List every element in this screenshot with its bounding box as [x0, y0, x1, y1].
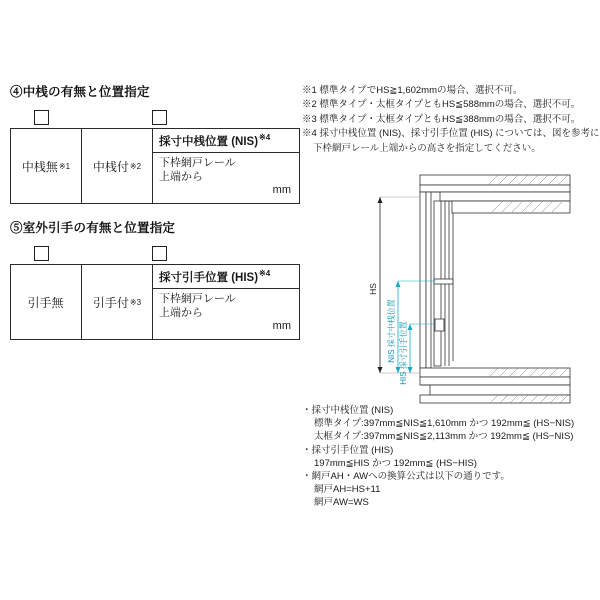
bottom-note-1: ・採寸中桟位置 (NIS): [302, 405, 394, 416]
left-column: [10, 82, 300, 340]
bottom-note-2: 標準タイプ:397mm≦NIS≦1,610mm かつ 192mm≦ (HS−NIS): [314, 418, 575, 430]
bottom-note-6: ・網戸AH・AWへの換算公式は以下の通りです。: [302, 471, 510, 483]
note-4: ※4 採寸中桟位置 (NIS)、採寸引手位置 (HIS) については、図を参考に: [302, 128, 600, 140]
bottom-note-3: 太框タイプ:397mm≦NIS≦2,113mm かつ 192mm≦ (HS−NIS): [314, 431, 574, 443]
checkbox-row-hikite: [10, 242, 300, 264]
checkbox-hikite-with[interactable]: [152, 246, 167, 261]
panel-his-title-text: 採寸引手位置 (HIS): [159, 272, 259, 284]
panel-nis-title-text: 採寸中桟位置 (NIS): [159, 136, 259, 148]
cell-nakagomi-none: [11, 129, 82, 203]
diagram-label-hs: HS: [368, 283, 378, 295]
bottom-note-8: 網戸AW=WS: [314, 497, 369, 509]
section-heading-hikite: ⑤室外引手の有無と位置指定: [10, 221, 176, 235]
note-5: [302, 142, 594, 155]
panel-his-unit: mm: [272, 320, 291, 332]
checkbox-nakagomi-with[interactable]: [152, 110, 167, 125]
diagram-label-his: HIS 採寸引手位置: [399, 321, 408, 385]
panel-his: [153, 265, 299, 339]
panel-his-line1: 下枠網戸レール: [159, 293, 236, 305]
cell-nakagomi-with: [82, 129, 153, 203]
note-5-text: 下枠網戸レール上端からの高さを指定してください。: [313, 142, 541, 154]
right-column: [302, 84, 600, 411]
panel-nis-line2: 上端から: [159, 171, 203, 183]
panel-his-body: [153, 289, 299, 336]
diagram-section-drawing: [302, 161, 594, 411]
panel-nis: [153, 129, 299, 203]
bottom-note-7: 網戸AH=HS+11: [314, 484, 381, 496]
bottom-note-5: 197mm≦HIS かつ 192mm≦ (HS−HIS): [314, 457, 477, 469]
table-hikite: [10, 264, 300, 340]
panel-nis-unit: mm: [272, 184, 291, 196]
cell-nakagomi-with-sup: ※2: [129, 161, 142, 171]
panel-nis-title: [153, 129, 299, 153]
cell-hikite-with-sup: ※3: [129, 297, 142, 307]
cell-hikite-with: [82, 265, 153, 339]
panel-nis-body: [153, 153, 299, 200]
checkbox-row-nakagomi: [10, 106, 300, 128]
panel-nis-title-sup: ※4: [259, 133, 271, 143]
checkbox-hikite-none[interactable]: [34, 246, 49, 261]
panel-his-title-sup: ※4: [259, 269, 271, 279]
cell-hikite-with-label: 引手付: [92, 295, 129, 310]
note-3: ※3 標準タイプ・太框タイプともHS≦388mmの場合、選択不可。: [302, 113, 581, 125]
bottom-note-4: ・採寸引手位置 (HIS): [302, 444, 394, 456]
cell-hikite-none-label: 引手無: [27, 295, 64, 310]
checkbox-nakagomi-none[interactable]: [34, 110, 49, 125]
cell-hikite-none: [11, 265, 82, 339]
cell-nakagomi-none-label: 中桟無: [21, 159, 58, 174]
cell-nakagomi-none-sup: ※1: [58, 161, 71, 171]
section-heading-nakagomi: ④中桟の有無と位置指定: [10, 85, 150, 99]
panel-nis-line1: 下枠網戸レール: [159, 157, 236, 169]
table-nakagomi: [10, 128, 300, 204]
panel-his-title: [153, 265, 299, 289]
note-2: ※2 標準タイプ・太框タイプともHS≦588mmの場合、選択不可。: [302, 99, 581, 111]
cell-nakagomi-with-label: 中桟付: [92, 159, 129, 174]
window-section-svg: [302, 161, 594, 411]
bottom-notes: [302, 404, 598, 510]
note-1: ※1 標準タイプでHS≧1,602mmの場合、選択不可。: [302, 85, 523, 96]
panel-his-line2: 上端から: [159, 307, 203, 319]
diagram-label-nis: NIS 採寸中桟位置: [387, 299, 396, 363]
